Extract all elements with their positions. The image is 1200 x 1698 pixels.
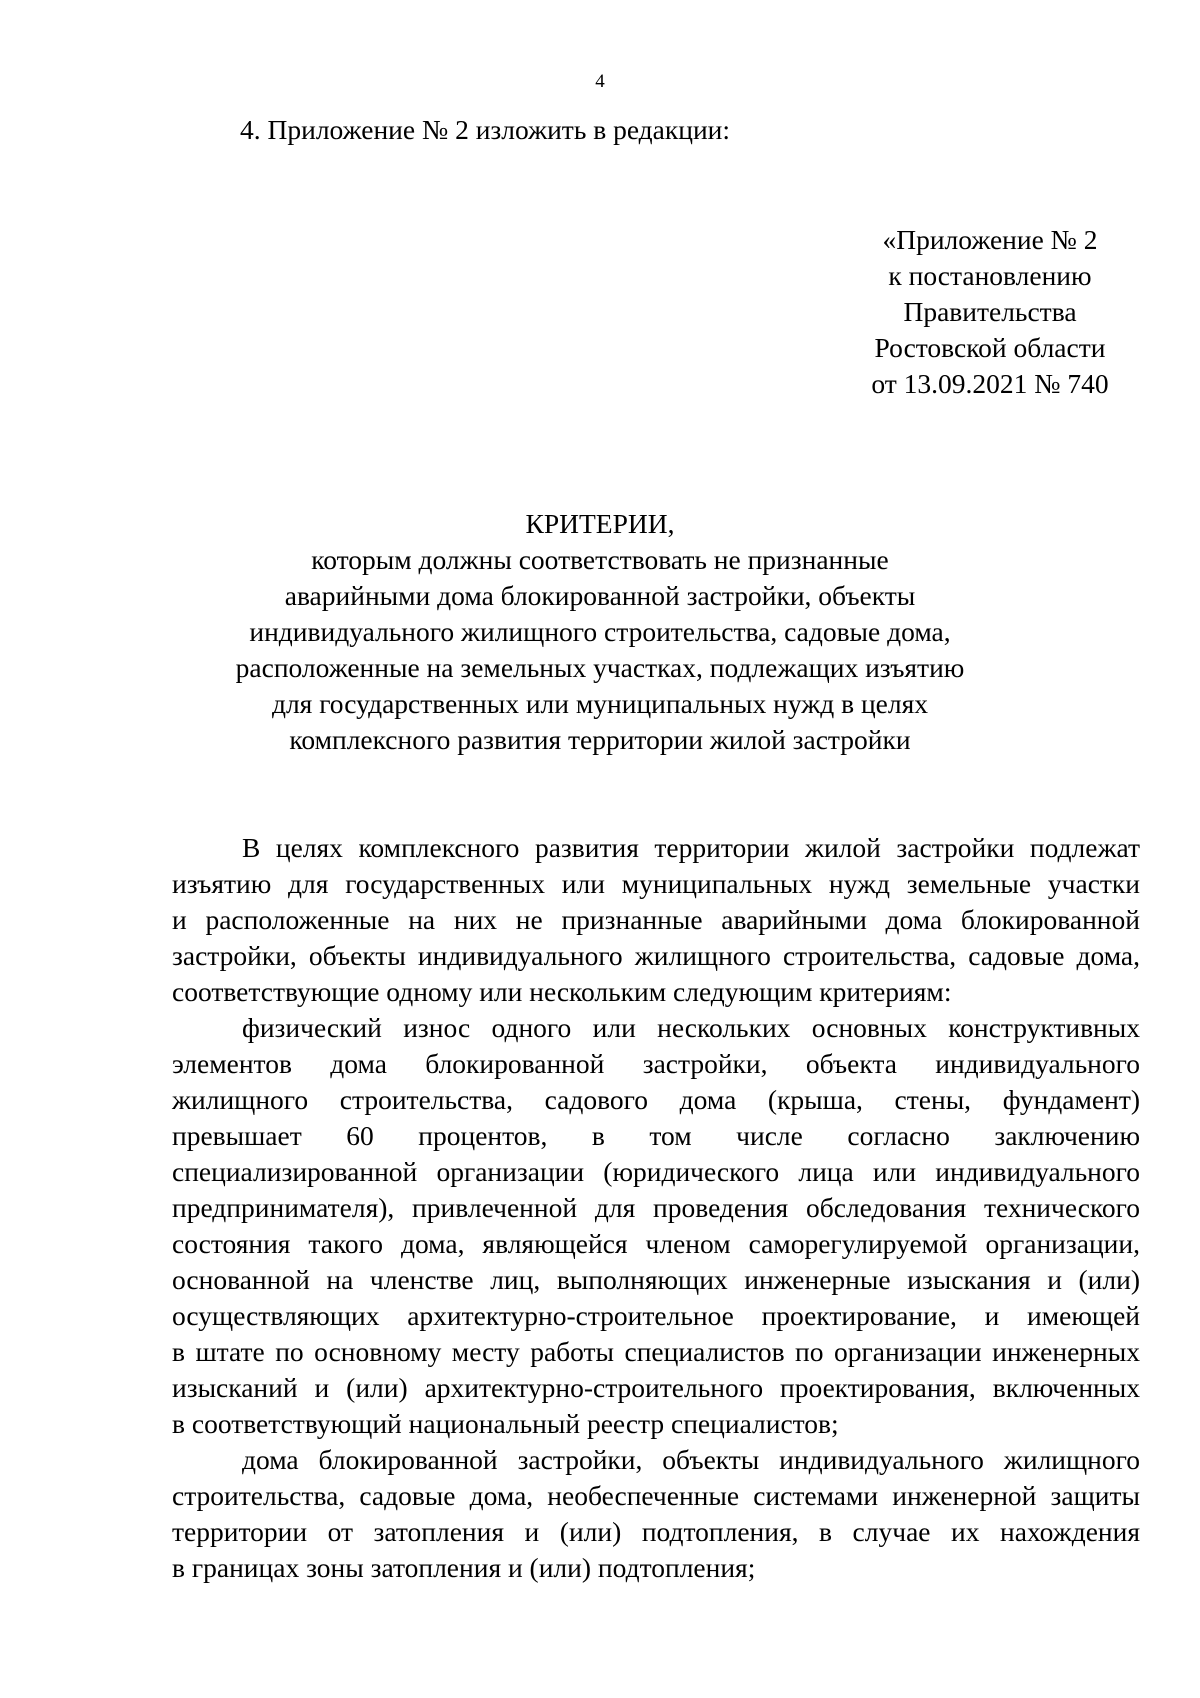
paragraph-line: дома блокированной застройки, объекты индивидуального жилищного — [242, 1444, 1140, 1475]
paragraph-line: территории от затопления и (или) подтопления, в случае их нахождения — [172, 1516, 1140, 1547]
paragraph-line: в соответствующий национальный реестр специалистов; — [172, 1408, 839, 1439]
paragraph-line: в границах зоны затопления и (или) подтопления; — [172, 1552, 756, 1583]
appendix-header — [830, 222, 1150, 402]
appendix-header-line: к постановлению — [888, 260, 1092, 291]
paragraph-line: соответствующие одному или нескольким следующим критериям: — [172, 976, 952, 1007]
paragraph-line: предпринимателя), привлеченной для проведения обследования технического — [172, 1192, 1140, 1223]
amendment-item-4: 4. Приложение № 2 изложить в редакции: — [240, 114, 731, 145]
paragraph-line: В целях комплексного развития территории жилой застройки подлежат — [242, 832, 1140, 863]
paragraph-line: превышает 60 процентов, в том числе согласно заключению — [172, 1120, 1140, 1151]
body-text — [172, 830, 1140, 1586]
criteria-subtitle-line: расположенные на земельных участках, подлежащих изъятию — [235, 652, 965, 683]
paragraph-line: и расположенные на них не признанные аварийными дома блокированной — [172, 904, 1140, 935]
criteria-heading — [0, 506, 1200, 758]
paragraph-line: в штате по основному месту работы специалистов по организации инженерных — [172, 1336, 1140, 1367]
appendix-header-line: Правительства — [903, 296, 1077, 327]
criteria-subtitle-line: комплексного развития территории жилой застройки — [289, 724, 911, 755]
criteria-subtitle-line: для государственных или муниципальных нужд в целях — [271, 688, 929, 719]
paragraph-line: застройки, объекты индивидуального жилищного строительства, садовые дома, — [172, 940, 1140, 971]
paragraph-line: основанной на членстве лиц, выполняющих инженерные изыскания и (или) — [172, 1264, 1140, 1295]
paragraph-line: строительства, садовые дома, необеспеченные системами инженерной защиты — [172, 1480, 1140, 1511]
appendix-header-line: от 13.09.2021 № 740 — [871, 368, 1109, 399]
paragraph-line: состояния такого дома, являющейся членом саморегулируемой организации, — [172, 1228, 1140, 1259]
paragraph-line: изысканий и (или) архитектурно-строительного проектирования, включенных — [172, 1372, 1140, 1403]
paragraph-line: осуществляющих архитектурно-строительное проектирование, и имеющей — [172, 1300, 1140, 1331]
paragraph-line: физический износ одного или нескольких основных конструктивных — [242, 1012, 1140, 1043]
page-number: 4 — [595, 71, 605, 92]
paragraph-line: изъятию для государственных или муниципальных нужд земельные участки — [172, 868, 1140, 899]
paragraph-line: элементов дома блокированной застройки, объекта индивидуального — [172, 1048, 1140, 1079]
criteria-subtitle-line: индивидуального жилищного строительства, садовые дома, — [249, 616, 951, 647]
paragraph-line: специализированной организации (юридического лица или индивидуального — [172, 1156, 1140, 1187]
paragraph-line: жилищного строительства, садового дома (крыша, стены, фундамент) — [172, 1084, 1140, 1115]
criteria-title: КРИТЕРИИ, — [525, 508, 675, 539]
appendix-header-line: Ростовской области — [874, 332, 1106, 363]
criteria-subtitle-line: аварийными дома блокированной застройки, объекты — [284, 580, 916, 611]
criteria-subtitle-line: которым должны соответствовать не признанные — [311, 544, 889, 575]
appendix-header-line: «Приложение № 2 — [882, 224, 1098, 255]
